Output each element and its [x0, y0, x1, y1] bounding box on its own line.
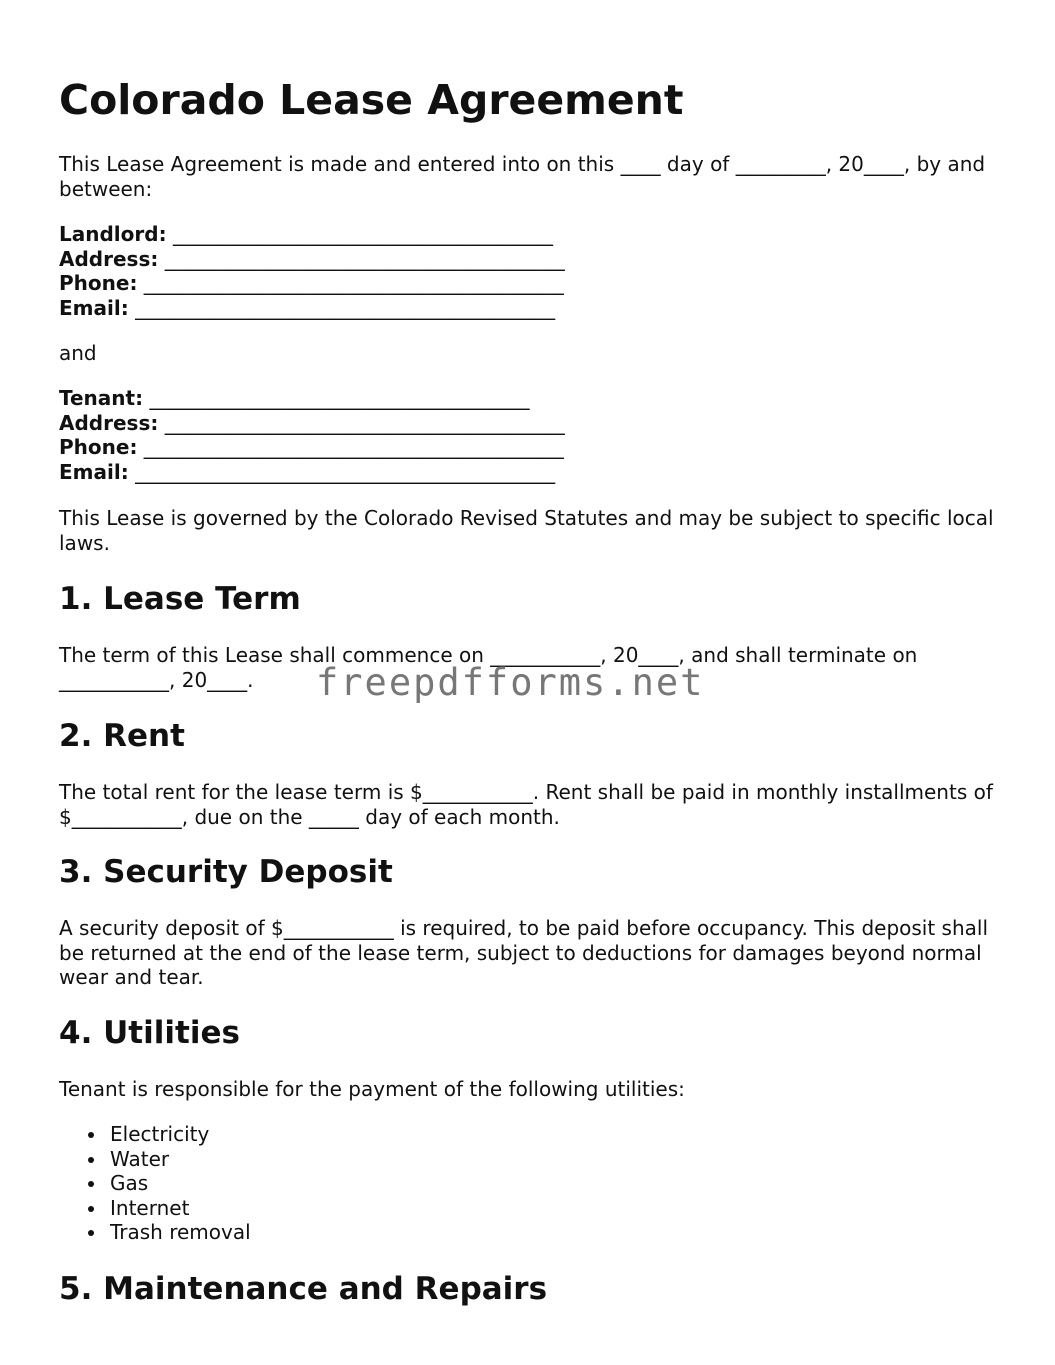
field-blank[interactable]: __________________________________________: [135, 459, 556, 484]
section-heading-rent: 2. Rent: [59, 718, 185, 754]
landlord-address-field[interactable]: [59, 247, 565, 272]
field-label: Email:: [59, 459, 129, 484]
field-blank[interactable]: ______________________________________: [149, 386, 530, 410]
landlord-fields: [59, 222, 565, 320]
section-heading-lease-term: 1. Lease Term: [59, 581, 301, 617]
tenant-name-field[interactable]: [59, 386, 565, 411]
rent-paragraph: The total rent for the lease term is $___________. Rent shall be paid in monthly installments of $___________, due on the _____ day of each month.: [59, 780, 993, 829]
watermark-text: freepdfforms.net: [316, 661, 705, 704]
field-label: Phone:: [59, 271, 138, 296]
field-label: Email:: [59, 295, 129, 320]
utilities-list: [59, 1122, 251, 1245]
tenant-fields: [59, 386, 565, 484]
tenant-address-field[interactable]: [59, 411, 565, 436]
utilities-paragraph: Tenant is responsible for the payment of the following utilities:: [59, 1077, 685, 1101]
and-text: and: [59, 341, 97, 365]
section-heading-maintenance: 5. Maintenance and Repairs: [59, 1271, 548, 1307]
list-item: Electricity: [110, 1122, 251, 1147]
field-blank[interactable]: ________________________________________: [164, 246, 565, 271]
section-heading-security-deposit: 3. Security Deposit: [59, 854, 393, 890]
field-blank[interactable]: ______________________________________: [172, 222, 553, 246]
field-blank[interactable]: __________________________________________: [143, 435, 564, 460]
field-label: Address:: [59, 246, 159, 271]
list-item: Gas: [110, 1171, 251, 1196]
landlord-phone-field[interactable]: [59, 271, 565, 296]
field-label: Address:: [59, 410, 159, 435]
list-item: Internet: [110, 1196, 251, 1221]
security-deposit-paragraph: A security deposit of $___________ is required, to be paid before occupancy. This deposit shall be returned at the end of the lease term, subject to deductions for damages beyond normal wear and tear.: [59, 916, 989, 990]
governing-law-paragraph: This Lease is governed by the Colorado Revised Statutes and may be subject to specific local laws.: [59, 506, 994, 555]
list-item: Trash removal: [110, 1220, 251, 1245]
tenant-phone-field[interactable]: [59, 435, 565, 460]
field-label: Landlord:: [59, 222, 167, 246]
intro-paragraph: This Lease Agreement is made and entered into on this ____ day of _________, 20____, by and between:: [59, 152, 986, 201]
landlord-name-field[interactable]: [59, 222, 565, 247]
field-blank[interactable]: __________________________________________: [143, 271, 564, 296]
landlord-email-field[interactable]: [59, 296, 565, 321]
field-blank[interactable]: __________________________________________: [135, 295, 556, 320]
list-item: Water: [110, 1147, 251, 1172]
field-label: Tenant:: [59, 386, 144, 410]
field-label: Phone:: [59, 435, 138, 460]
tenant-email-field[interactable]: [59, 460, 565, 485]
lease-term-paragraph: The term of this Lease shall commence on ___________, 20____, and shall terminate on ___________, 20____.: [59, 643, 918, 692]
field-blank[interactable]: ________________________________________: [164, 410, 565, 435]
section-heading-utilities: 4. Utilities: [59, 1015, 240, 1051]
document-title: Colorado Lease Agreement: [59, 76, 684, 124]
